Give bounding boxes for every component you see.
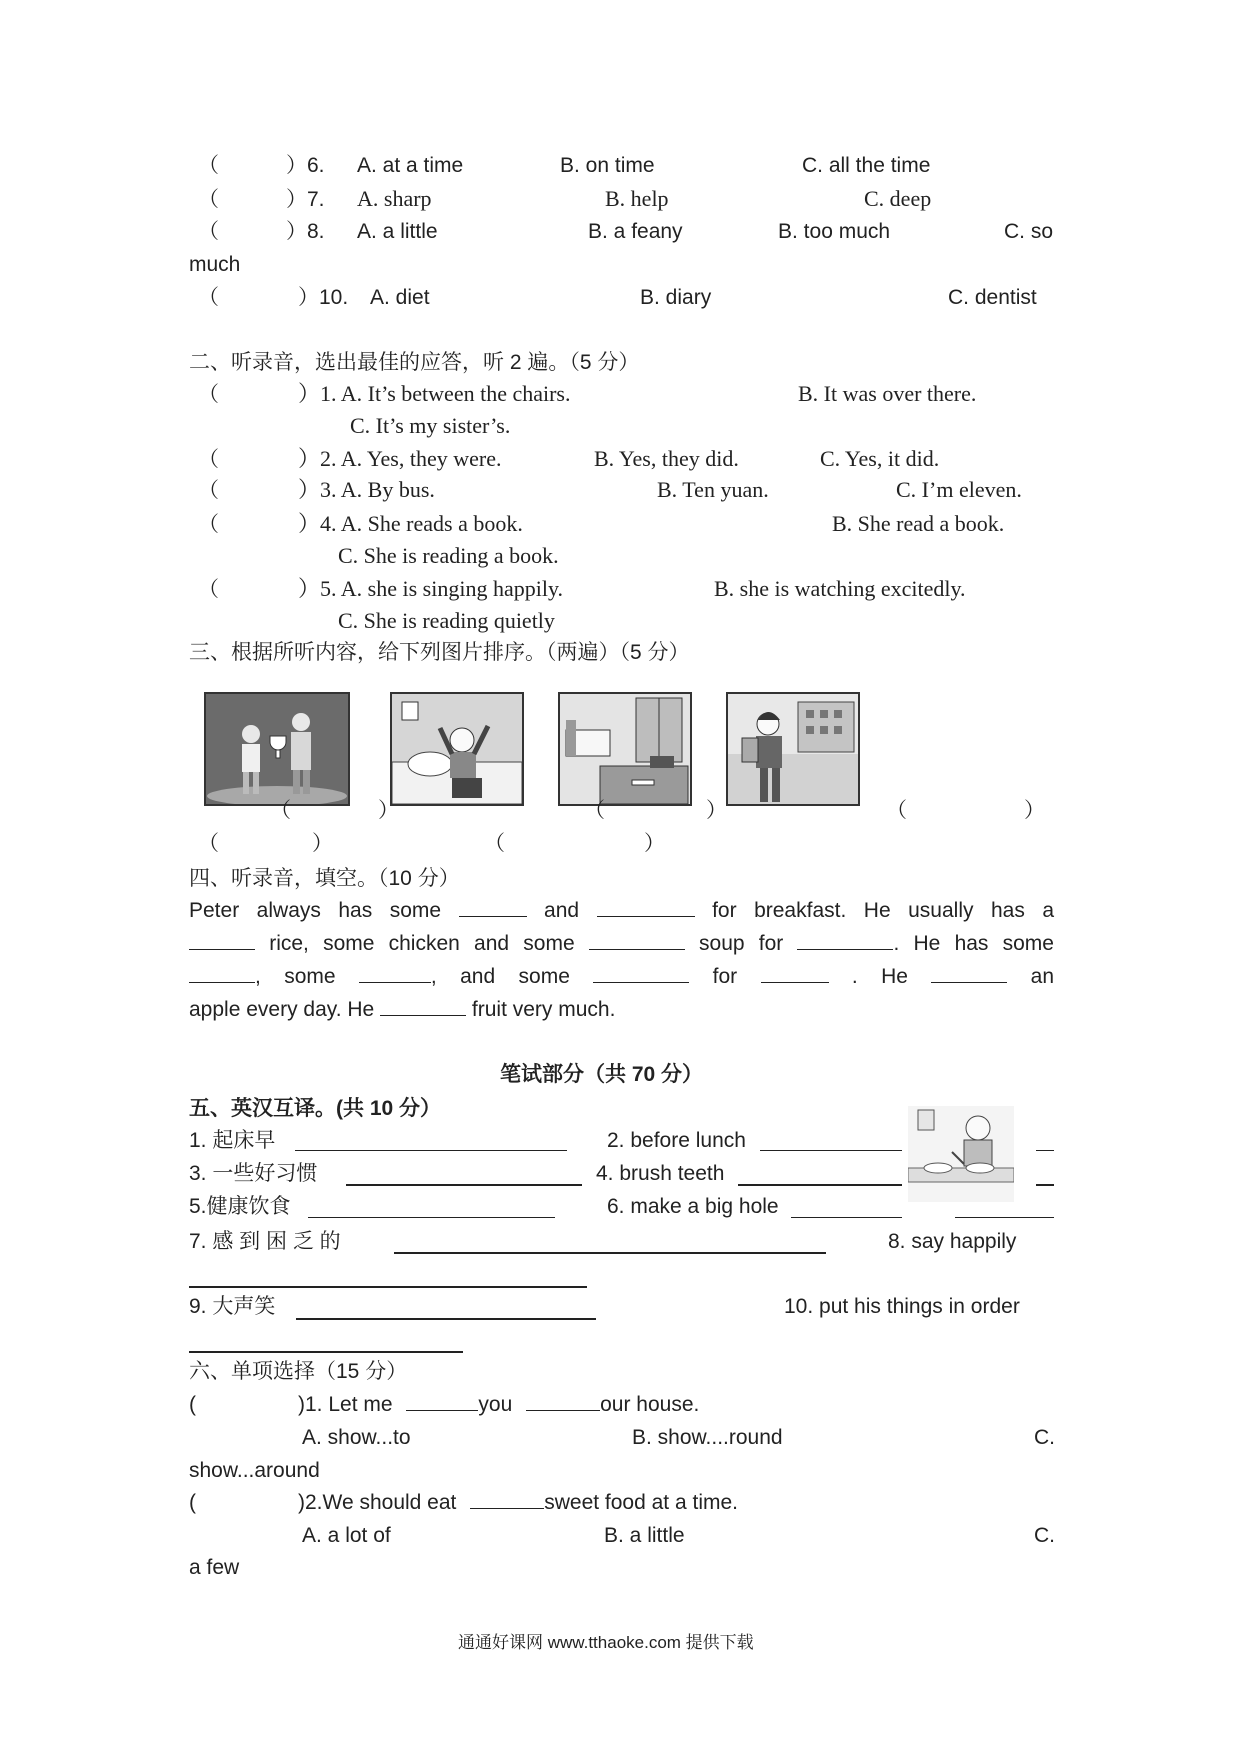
bedroom-desk-picture xyxy=(558,692,692,806)
p2-q1-option-a: ）1. A. It’s between the chairs. xyxy=(298,381,571,406)
answer-line-6[interactable] xyxy=(791,1217,902,1218)
q10-option-a: A. diet xyxy=(370,286,430,309)
answer-line-4-tail[interactable] xyxy=(1036,1184,1054,1186)
translate-item-2: 2. before lunch xyxy=(607,1129,746,1152)
page-footer: 通通好课网 www.tthaoke.com 提供下载 xyxy=(458,1633,754,1652)
fill-line-1: Peter always has some and for breakfast. He usually has a xyxy=(189,899,1055,922)
picture3-paren-close: ） xyxy=(1024,799,1045,822)
p6-q2-blank[interactable] xyxy=(470,1490,544,1509)
picture5-paren-open: （ xyxy=(484,832,505,855)
p6-q2-option-c-wrap: a few xyxy=(189,1556,240,1579)
p2-q3-paren: （ xyxy=(198,479,219,502)
blank-4[interactable] xyxy=(589,931,685,950)
p2-q2-option-b: B. Yes, they did. xyxy=(594,446,739,471)
translate-item-8: 8. say happily xyxy=(888,1230,1017,1253)
p6-q2-stem: )2.We should eat sweet food at a time. xyxy=(298,1491,738,1514)
blank-11[interactable] xyxy=(380,997,466,1016)
p6-q1-option-b: B. show....round xyxy=(632,1426,783,1449)
p2-q4-option-b: B. She read a book. xyxy=(832,511,1005,536)
p2-q4-option-a: ）4. A. She reads a book. xyxy=(298,511,523,536)
p6-q1-paren: ( xyxy=(189,1393,196,1416)
picture4-paren-open: （ xyxy=(198,832,219,855)
p2-q3-option-b: B. Ten yuan. xyxy=(657,477,769,502)
answer-line-10[interactable] xyxy=(189,1351,463,1353)
p2-q5-option-c: C. She is reading quietly xyxy=(338,608,555,633)
answer-line-1[interactable] xyxy=(295,1150,567,1151)
blank-1[interactable] xyxy=(459,898,527,917)
p2-q2-option-c: C. Yes, it did. xyxy=(820,446,940,471)
picture3-paren-open: （ xyxy=(886,799,907,822)
picture2-paren-close: ） xyxy=(706,799,727,822)
answer-line-2[interactable] xyxy=(760,1150,902,1151)
q10-paren-open: （ xyxy=(198,286,219,309)
part2-heading: 二、听录音，选出最佳的应答，听 2 遍。（5 分） xyxy=(189,351,640,374)
fill-line-4: apple every day. He fruit very much. xyxy=(189,998,616,1021)
translate-item-1: 1. 起床早 xyxy=(189,1129,276,1152)
translate-item-6: 6. make a big hole xyxy=(607,1195,779,1218)
answer-line-6-tail[interactable] xyxy=(955,1217,1054,1218)
p2-q3-option-a: ）3. A. By bus. xyxy=(298,477,435,502)
part5-heading: 五、英汉互译。(共 10 分） xyxy=(189,1097,442,1120)
blank-5[interactable] xyxy=(797,931,893,950)
boy-waking-up-picture xyxy=(390,692,524,806)
q6-option-a: A. at a time xyxy=(357,154,464,177)
part6-heading: 六、单项选择（15 分） xyxy=(189,1360,408,1383)
picture2-paren-open: （ xyxy=(584,799,605,822)
fill-line-2: rice, some chicken and some soup for . He has some xyxy=(189,931,1054,957)
answer-line-9[interactable] xyxy=(296,1318,596,1320)
p2-q1-option-b: B. It was over there. xyxy=(798,381,977,406)
p2-q1-option-c: C. It’s my sister’s. xyxy=(350,413,511,438)
fill-line-3: , some , and some for . He an xyxy=(189,964,1054,990)
p2-q2-paren: （ xyxy=(198,448,219,471)
written-section-title: 笔试部分（共 70 分） xyxy=(500,1063,704,1086)
p6-q1-option-a: A. show...to xyxy=(302,1426,411,1449)
q8-option-a: A. a little xyxy=(357,220,438,243)
q10-option-c: C. dentist xyxy=(948,286,1037,309)
blank-7[interactable] xyxy=(359,964,431,983)
girl-going-to-school-picture xyxy=(726,692,860,806)
q7-number: ）7. xyxy=(286,188,325,211)
q8-option-b: B. a feany xyxy=(588,220,683,243)
p2-q5-option-b: B. she is watching excitedly. xyxy=(714,576,966,601)
q8-number: ）8. xyxy=(286,220,325,243)
part4-heading: 四、听录音，填空。（10 分） xyxy=(189,867,460,890)
p6-q1-option-c: C. xyxy=(1034,1426,1055,1449)
answer-line-2-tail[interactable] xyxy=(1036,1150,1054,1151)
picture4-paren-close: ） xyxy=(312,832,333,855)
blank-2[interactable] xyxy=(597,898,695,917)
p2-q4-option-c: C. She is reading a book. xyxy=(338,543,559,568)
q8-option-c-wrap: much xyxy=(189,253,241,276)
p6-q1-option-c-wrap: show...around xyxy=(189,1459,320,1482)
blank-6[interactable] xyxy=(189,964,255,983)
picture1-paren-open: （ xyxy=(270,799,291,822)
p2-q5-option-a: ）5. A. she is singing happily. xyxy=(298,576,564,601)
q8-option-c: C. so xyxy=(1004,220,1054,243)
q6-option-c: C. all the time xyxy=(802,154,931,177)
boy-eating-meal-picture xyxy=(908,1106,1014,1202)
p2-q2-option-a: ）2. A. Yes, they were. xyxy=(298,446,502,471)
p2-q4-paren: （ xyxy=(198,513,219,536)
blank-8[interactable] xyxy=(593,964,689,983)
p2-q5-paren: （ xyxy=(198,578,219,601)
p6-q2-paren: ( xyxy=(189,1491,196,1514)
blank-9[interactable] xyxy=(761,964,829,983)
answer-line-4[interactable] xyxy=(738,1184,902,1186)
translate-item-10: 10. put his things in order xyxy=(784,1295,1020,1318)
p2-q3-option-c: C. I’m eleven. xyxy=(896,477,1022,502)
answer-line-7[interactable] xyxy=(394,1252,826,1254)
q6-paren-open: （ xyxy=(198,154,219,177)
q7-option-c: C. deep xyxy=(864,186,932,211)
p6-q2-option-c: C. xyxy=(1034,1524,1055,1547)
p6-q1-blank-1[interactable] xyxy=(406,1392,478,1411)
p6-q1-blank-2[interactable] xyxy=(526,1392,600,1411)
translate-item-3: 3. 一些好习惯 xyxy=(189,1162,318,1185)
answer-line-8[interactable] xyxy=(189,1286,587,1288)
translate-item-4: 4. brush teeth xyxy=(596,1162,725,1185)
blank-3[interactable] xyxy=(189,931,255,950)
p2-q1-paren: （ xyxy=(198,383,219,406)
translate-item-5: 5.健康饮食 xyxy=(189,1195,291,1218)
q10-option-b: B. diary xyxy=(640,286,712,309)
blank-10[interactable] xyxy=(931,964,1007,983)
answer-line-5[interactable] xyxy=(308,1217,555,1218)
q7-option-a: A. sharp xyxy=(357,186,432,211)
q10-number: ）10. xyxy=(298,286,349,309)
p6-q1-stem: )1. Let me you our house. xyxy=(298,1393,700,1416)
part3-heading: 三、根据所听内容，给下列图片排序。（两遍）（5 分） xyxy=(189,641,690,664)
q7-option-b: B. help xyxy=(605,186,669,211)
q8-option-b2: B. too much xyxy=(778,220,891,243)
translate-item-9: 9. 大声笑 xyxy=(189,1295,276,1318)
picture1-paren-close: ） xyxy=(378,799,399,822)
translate-item-7: 7. 感 到 困 乏 的 xyxy=(189,1230,341,1253)
p6-q2-option-a: A. a lot of xyxy=(302,1524,391,1547)
q7-paren-open: （ xyxy=(198,188,219,211)
q6-option-b: B. on time xyxy=(560,154,655,177)
q8-paren-open: （ xyxy=(198,220,219,243)
picture5-paren-close: ） xyxy=(644,832,665,855)
answer-line-3[interactable] xyxy=(346,1184,582,1186)
p6-q2-option-b: B. a little xyxy=(604,1524,685,1547)
trophy-award-picture xyxy=(204,692,350,806)
q6-number: ）6. xyxy=(286,154,325,177)
